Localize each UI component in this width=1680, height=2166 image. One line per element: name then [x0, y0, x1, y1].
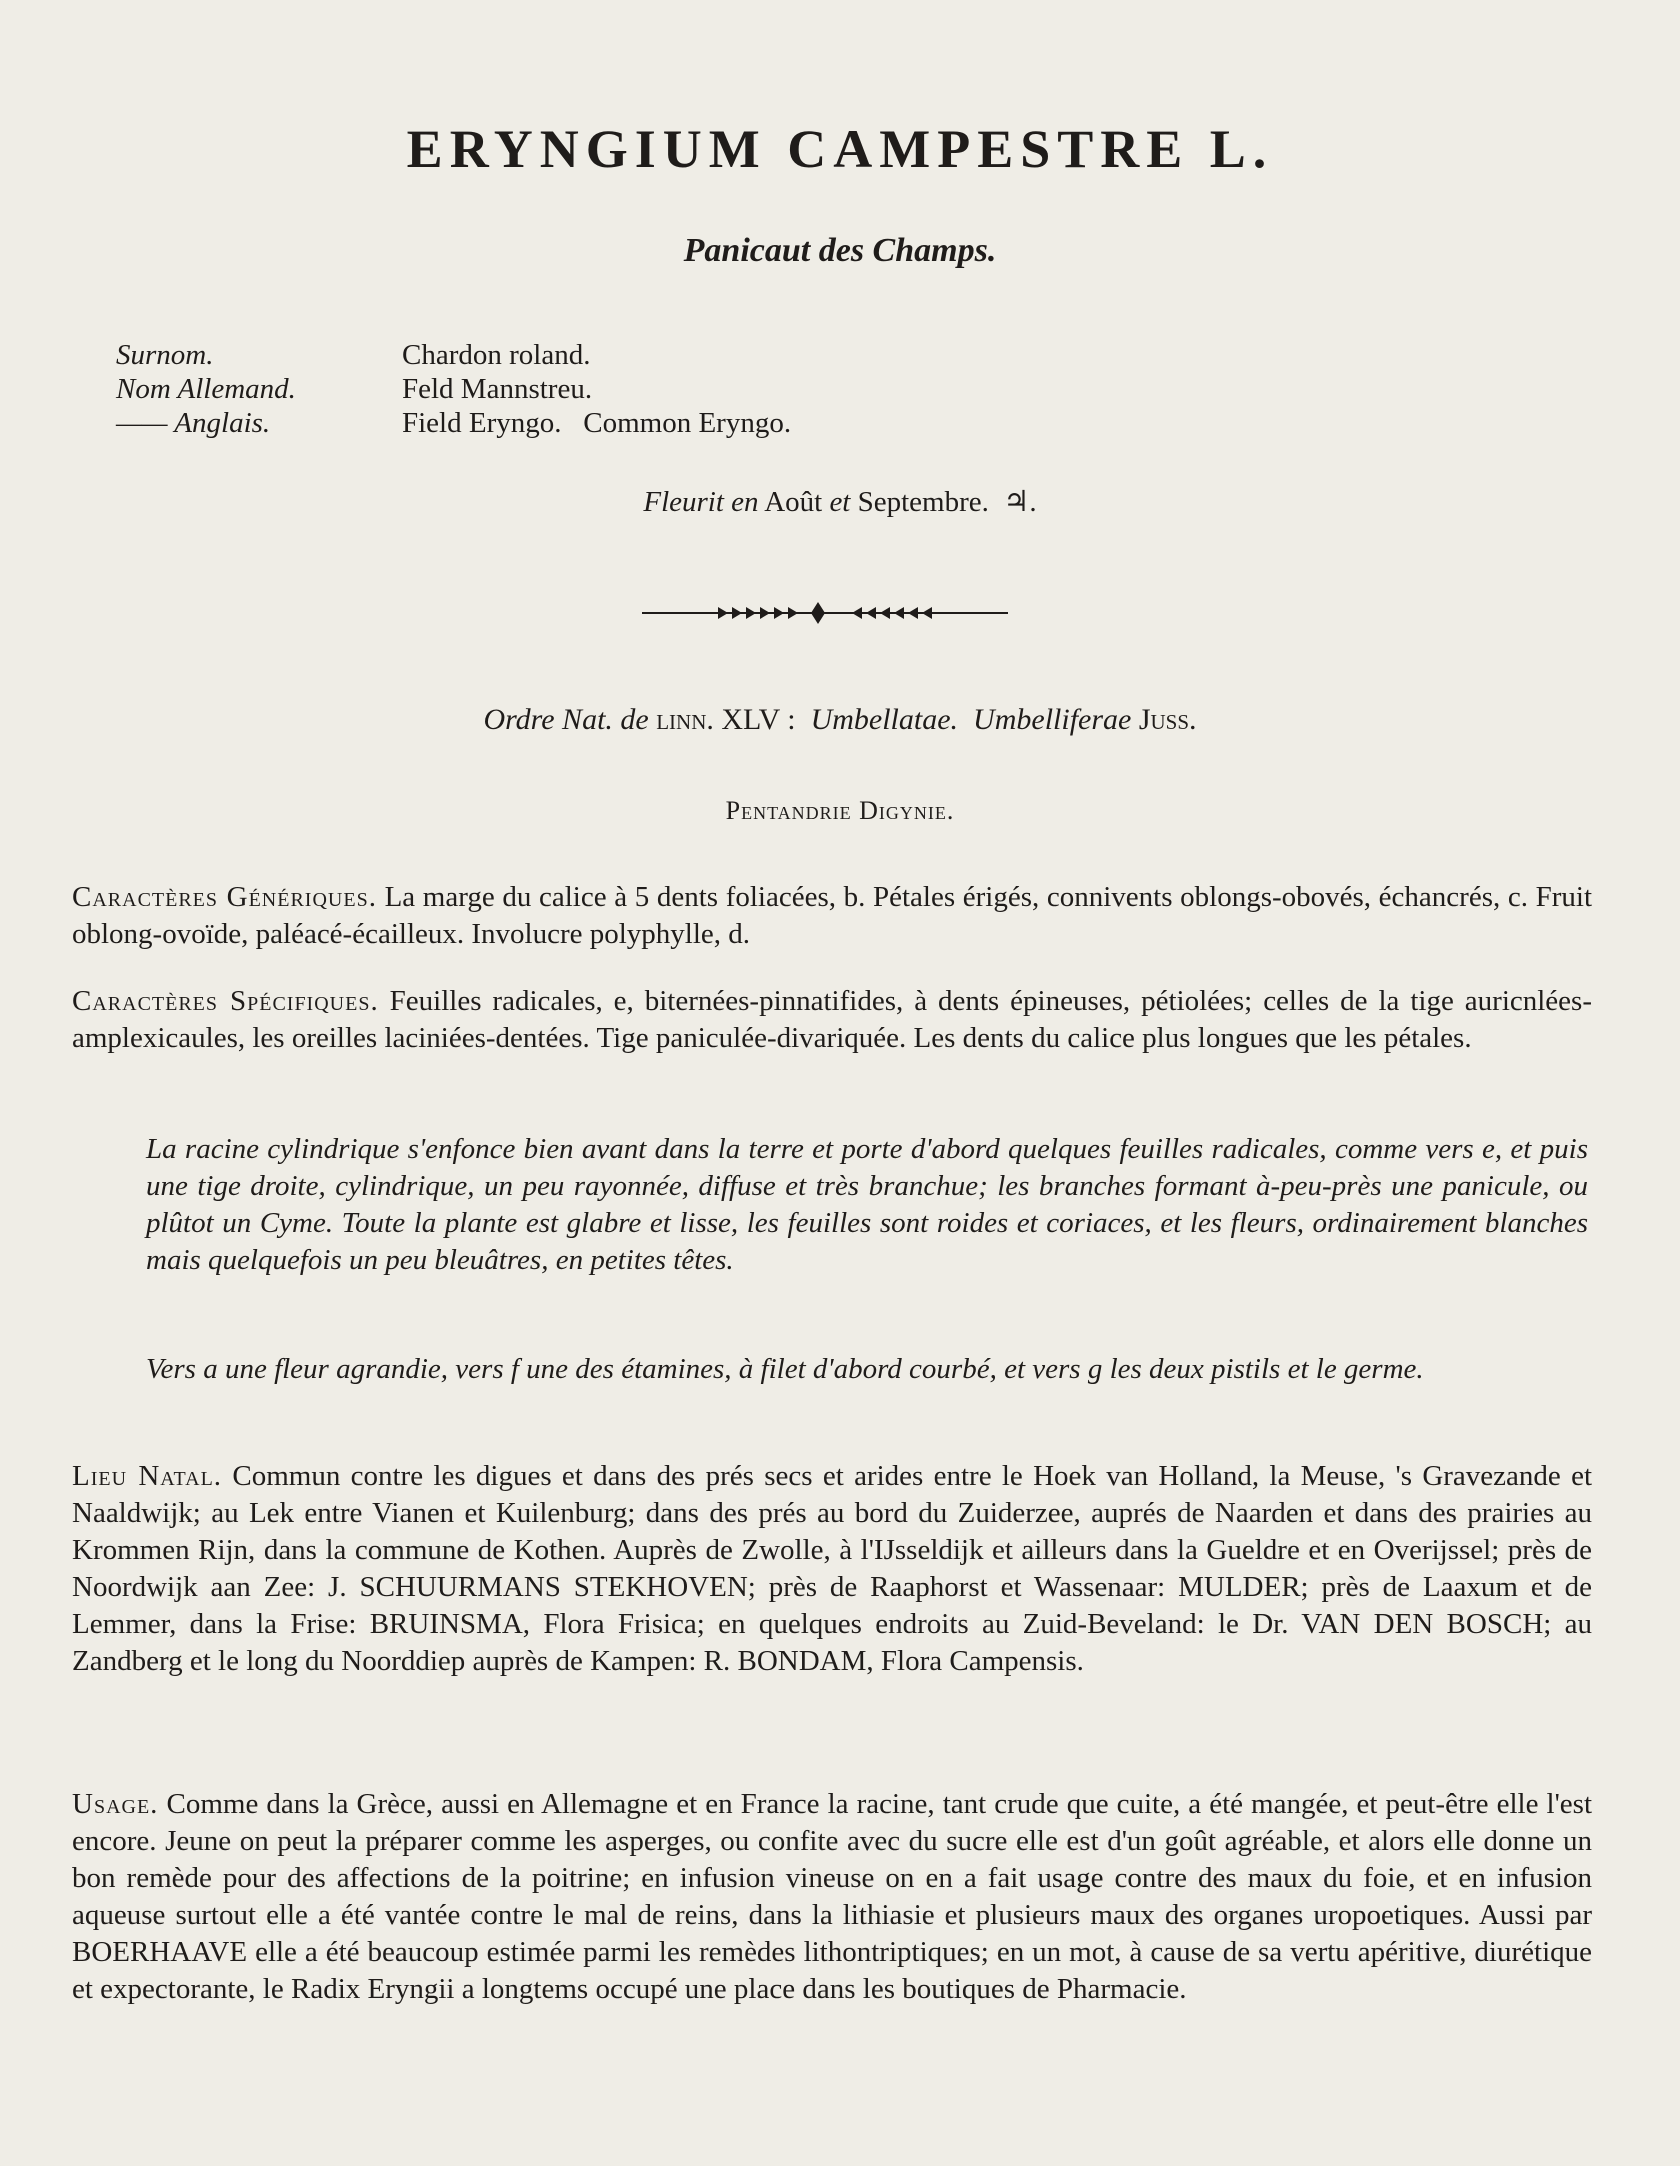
section-head: Lieu Natal.	[72, 1460, 223, 1492]
page-title: ERYNGIUM CAMPESTRE L.	[406, 119, 1274, 179]
order-linn: linn.	[656, 703, 714, 736]
order-umbellatae: Umbellatae.	[810, 703, 959, 736]
section-head: Caractères Génériques.	[72, 881, 377, 913]
section-text: Feuilles radicales, e, biternées-pinnatifides, à dents épineuses, pétiolées; celles de la tige auricnlées-amplexicaules, les oreilles laciniées-dentées. Tige paniculée-divariquée. Les dents du calice plus longues que les pétales.	[72, 985, 1592, 1054]
name-row	[116, 372, 791, 406]
linnaean-class: Pentandrie Digynie.	[725, 796, 955, 825]
page-subtitle: Panicaut des Champs.	[683, 232, 997, 269]
perennial-symbol: ♃.	[1003, 486, 1037, 518]
section-head: Usage.	[72, 1788, 159, 1820]
flowering-en: en	[731, 486, 759, 518]
name-row	[116, 338, 791, 372]
specific-characters	[72, 983, 1592, 1057]
order-juss: Juss.	[1138, 703, 1197, 736]
figure-legend: Vers a une fleur agrandie, vers f une des étamines, à filet d'abord courbé, et vers g les deux pistils et le germe.	[146, 1353, 1424, 1385]
section-text: Comme dans la Grèce, aussi en Allemagne et en France la racine, tant crude que cuite, a été mangée, et peut-être elle l'est encore. Jeune on peut la préparer comme les asperges, ou confite avec du sucre elle est d'un goût agréable, et alors elle donne un bon remède pour des affections de la poitrine; en infusion vineuse on en a fait usage contre des maux du foie, et en infusion aqueuse surtout elle a été vantée contre le mal de reins, dans la lithiasie et plusieurs maux des organes uropoetiques. Aussi par BOERHAAVE elle a été beaucoup estimée parmi les remèdes lithontriptiques; en un mot, à cause de sa vertu apéritive, diurétique et expectorante, le Radix Eryngii a longtems occupé une place dans les boutiques de Pharmacie.	[72, 1788, 1593, 2005]
flowering-et: et	[829, 486, 851, 518]
order-umbelliferae: Umbelliferae	[973, 703, 1132, 736]
generic-characters	[72, 879, 1592, 953]
plant-description: La racine cylindrique s'enfonce bien avant dans la terre et porte d'abord quelques feuilles radicales, comme vers e, et puis une tige droite, cylindrique, un peu rayonnée, diffuse et très branchue; les branches formant à-peu-près une panicule, ou plûtot un Cyme. Toute la plante est glabre et lisse, les feuilles sont roides et coriaces, et les fleurs, ordinairement blanches mais quelquefois un peu bleuâtres, en petites têtes.	[146, 1133, 1588, 1276]
order-text: Ordre Nat. de	[483, 703, 649, 736]
usage-section	[72, 1786, 1592, 2008]
section-text: Commun contre les digues et dans des prés secs et arides entre le Hoek van Holland, la Meuse, 's Gravezande et Naaldwijk; au Lek entre Vianen et Kuilenburg; dans des prés au bord du Zuiderzee, auprés de Naarden et dans des prairies au Krommen Rijn, dans la commune de Kothen. Auprès de Zwolle, à l'IJsseldijk et ailleurs dans la Gueldre et en Overijssel; près de Noordwijk aan Zee: J. SCHUURMANS STEKHOVEN; près de Raaphorst et Wassenaar: MULDER; près de Laaxum et de Lemmer, dans la Frise: BRUINSMA, Flora Frisica; en quelques endroits au Zuid-Beveland: le Dr. VAN DEN BOSCH; au Zandberg et le long du Noorddiep auprès de Kampen: R. BONDAM, Flora Campensis.	[72, 1460, 1593, 1677]
flowering-aout: Août	[764, 486, 823, 518]
name-row	[116, 406, 791, 440]
flowering-line	[0, 484, 1680, 519]
order-number: XLV :	[721, 703, 796, 736]
name-value: Feld Mannstreu.	[402, 373, 593, 405]
flowering-prefix: Fleurit	[643, 486, 724, 518]
common-names	[116, 338, 791, 440]
native-locality	[72, 1458, 1592, 1680]
flowering-month: Septembre.	[857, 486, 989, 518]
ornament-divider	[642, 598, 1008, 628]
natural-order-line	[0, 703, 1680, 737]
name-label: Nom Allemand.	[116, 373, 296, 405]
name-value: Field Eryngo. Common Eryngo.	[402, 407, 792, 439]
name-label: Surnom.	[116, 339, 214, 371]
name-value: Chardon roland.	[402, 339, 591, 371]
name-label: —— Anglais.	[116, 407, 271, 439]
section-head: Caractères Spécifiques.	[72, 985, 379, 1017]
section-text: La marge du calice à 5 dents foliacées, b. Pétales érigés, connivents oblongs-obovés, échancrés, c. Fruit oblong-ovoïde, paléacé-écailleux. Involucre polyphylle, d.	[72, 881, 1593, 950]
